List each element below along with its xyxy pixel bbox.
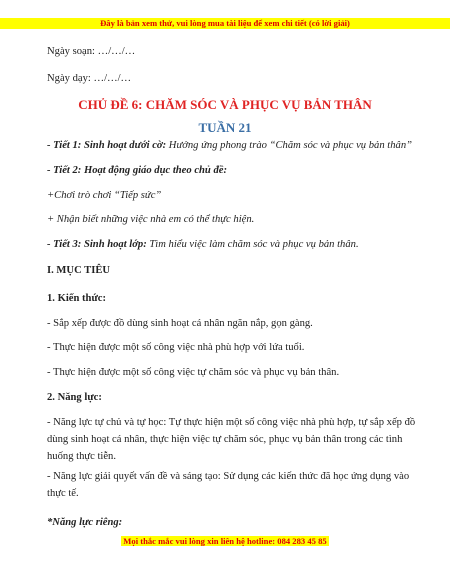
lesson-1-label: - Tiết 1: Sinh hoạt dưới cờ: (47, 140, 167, 151)
lesson-3 (47, 238, 414, 251)
activity-2: + Nhận biết những việc nhà em có thể thực hiện. (47, 214, 255, 225)
specific-competency-heading: *Năng lực riêng: (47, 517, 123, 528)
lesson-3-text: Tìm hiểu việc làm chăm sóc và phục vụ bản thân. (146, 239, 359, 250)
competency-heading: 2. Năng lực: (47, 392, 102, 403)
lesson-2-label: - Tiết 2: Hoạt động giáo dục theo chủ đề: (47, 165, 227, 176)
competency-paragraph-2: - Năng lực giải quyết vấn đề và sáng tạo: Sử dụng các kiến thức đã học ứng dụng vào thực tế. (47, 471, 410, 499)
preview-banner: Đây là bản xem thử, vui lòng mua tài liệu để xem chi tiết (có lời giải) (0, 18, 450, 29)
teaching-date: Ngày dạy: …/…/… (47, 73, 132, 84)
topic-title: CHỦ ĐỀ 6: CHĂM SÓC VÀ PHỤC VỤ BẢN THÂN (78, 97, 372, 112)
lesson-1 (47, 139, 414, 152)
knowledge-heading: 1. Kiến thức: (47, 293, 107, 304)
lesson-3-label: - Tiết 3: Sinh hoạt lớp: (47, 239, 147, 250)
knowledge-item-2: - Thực hiện được một số công việc nhà phù hợp với lứa tuổi. (47, 342, 305, 353)
competency-paragraph-1: - Năng lực tự chủ và tự học: Tự thực hiện một số công việc nhà phù hợp, tự sắp xếp đồ dùng sinh hoạt cá nhân, thực hiện việc tự chăm sóc, phục vụ bản thân trong các tình huống thực tiễn. (47, 417, 416, 462)
knowledge-item-1: - Sắp xếp được đồ dùng sinh hoạt cá nhân ngăn nắp, gọn gàng. (47, 318, 313, 329)
preparation-date: Ngày soạn: …/…/… (47, 46, 136, 57)
knowledge-item-3: - Thực hiện được một số công việc tự chăm sóc và phục vụ bản thân. (47, 367, 340, 378)
week-title: TUẦN 21 (198, 120, 252, 135)
lesson-2 (47, 164, 414, 177)
lesson-1-text: Hướng ứng phong trào “Chăm sóc và phục vụ bản thân” (166, 140, 413, 151)
activity-1: +Chơi trò chơi “Tiếp sức” (47, 190, 162, 201)
section-objectives: I. MỤC TIÊU (47, 265, 111, 276)
hotline-footer: Mọi thắc mắc vui lòng xin liên hệ hotline: 084 283 45 85 (123, 536, 327, 546)
